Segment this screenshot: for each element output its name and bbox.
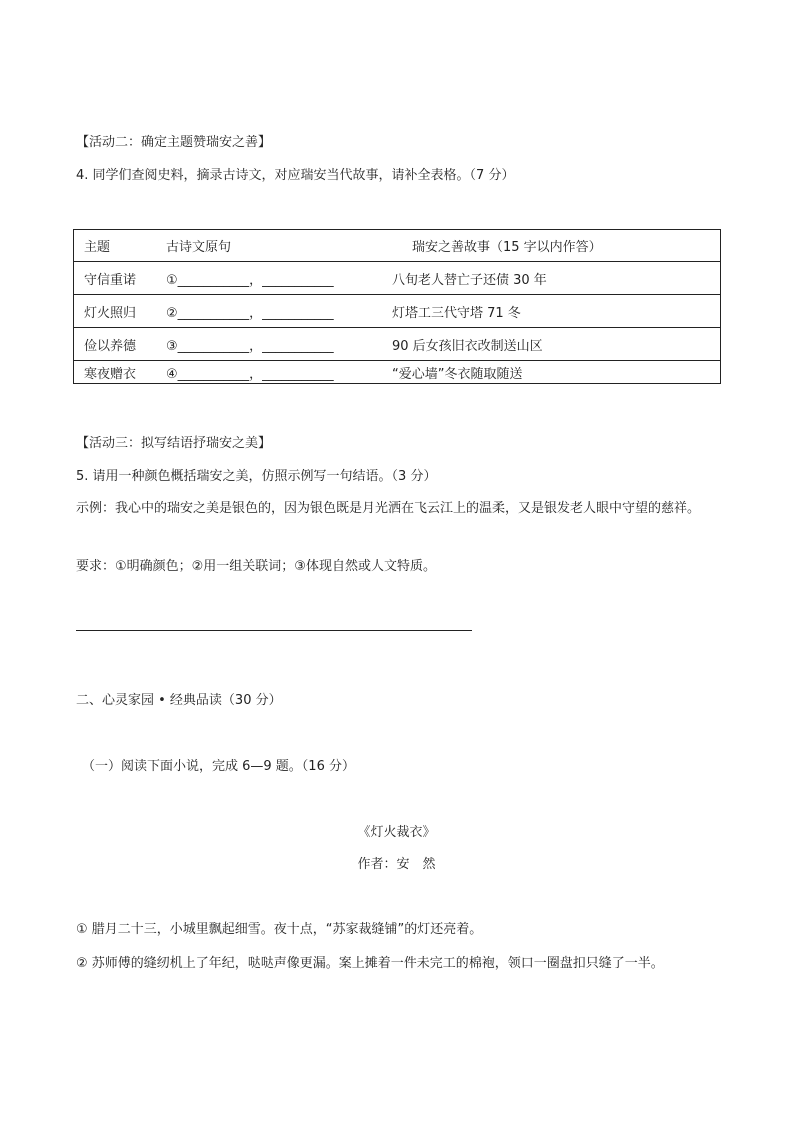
verse-blank-cell: ①___________，___________ bbox=[156, 262, 382, 295]
story-title: 《灯火裁衣》 bbox=[357, 825, 436, 840]
activity3-heading: 【活动三：拟写结语抒瑞安之美】 bbox=[76, 436, 272, 451]
verse-blank-cell: ③___________，___________ bbox=[156, 328, 382, 361]
table-row bbox=[74, 295, 721, 328]
verse-blank-cell: ④___________，___________ bbox=[156, 361, 382, 384]
answer-blank-line bbox=[76, 630, 472, 631]
theme-cell: 灯火照归 bbox=[74, 295, 157, 328]
example-text: 示例：我心中的瑞安之美是银色的，因为银色既是月光洒在飞云江上的温柔，又是银发老人眼中守望的慈祥。 bbox=[76, 501, 701, 516]
question-4: 4. 同学们查阅史料，摘录古诗文，对应瑞安当代故事，请补全表格。（7 分） bbox=[76, 168, 515, 183]
question-5: 5. 请用一种颜色概括瑞安之美，仿照示例写一句结语。（3 分） bbox=[76, 469, 437, 484]
table-row bbox=[74, 361, 721, 384]
story-cell: 八旬老人替亡子还债 30 年 bbox=[382, 262, 721, 295]
theme-cell: 俭以养德 bbox=[74, 328, 157, 361]
verse-table bbox=[73, 229, 721, 384]
section-title: 二、心灵家园 • 经典品读（30 分） bbox=[76, 693, 282, 708]
story-cell: “爱心墙”冬衣随取随送 bbox=[382, 361, 721, 384]
table-row bbox=[74, 262, 721, 295]
table-header-row bbox=[74, 230, 721, 262]
table-header-cell: 主题 bbox=[74, 230, 157, 262]
story-cell: 90 后女孩旧衣改制送山区 bbox=[382, 328, 721, 361]
verse-blank-cell: ②___________，___________ bbox=[156, 295, 382, 328]
section-subtitle: （一）阅读下面小说，完成 6—9 题。（16 分） bbox=[82, 759, 355, 774]
story-paragraph: ② 苏师傅的缝纫机上了年纪，哒哒声像更漏。案上摊着一件未完工的棉袍，领口一圈盘扣只缝了一半。 bbox=[76, 956, 664, 971]
table-row bbox=[74, 328, 721, 361]
theme-cell: 寒夜赠衣 bbox=[74, 361, 157, 384]
requirement-text: 要求：①明确颜色；②用一组关联词；③体现自然或人文特质。 bbox=[76, 559, 436, 574]
table-header-cell: 古诗文原句 bbox=[156, 230, 382, 262]
activity2-heading: 【活动二：确定主题赞瑞安之善】 bbox=[76, 135, 272, 150]
story-cell: 灯塔工三代守塔 71 冬 bbox=[382, 295, 721, 328]
story-paragraph: ① 腊月二十三，小城里飘起细雪。夜十点，“苏家裁缝铺”的灯还亮着。 bbox=[76, 922, 483, 937]
table-header-cell: 瑞安之善故事（15 字以内作答） bbox=[382, 230, 721, 262]
theme-cell: 守信重诺 bbox=[74, 262, 157, 295]
story-author: 作者：安 然 bbox=[357, 857, 436, 872]
